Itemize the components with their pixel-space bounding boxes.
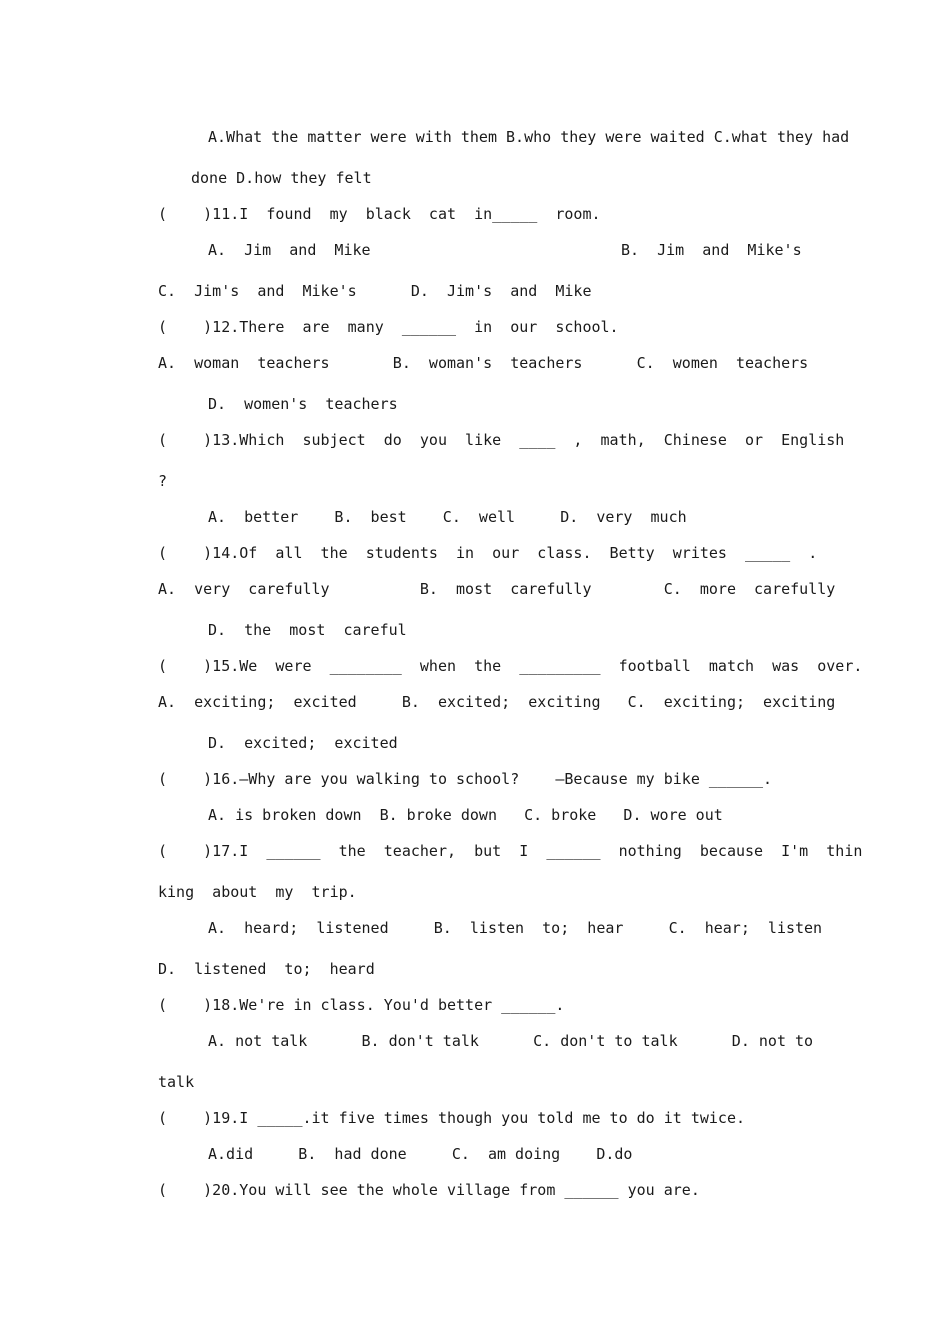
question-14: ( )14.Of all the students in our class. Betty writes _____ . <box>158 544 818 562</box>
q11-option-b: B. Jim and Mike's <box>621 241 802 259</box>
q15-option-d: D. excited; excited <box>208 734 398 752</box>
q12-options-a-c: A. woman teachers B. woman's teachers C. women teachers <box>158 354 809 372</box>
q10-options-line-1: A.What the matter were with them B.who they were waited C.what they had <box>208 128 850 146</box>
q19-options: A.did B. had done C. am doing D.do <box>208 1145 633 1163</box>
q12-option-d: D. women's teachers <box>208 395 398 413</box>
q18-options: A. not talk B. don't talk C. don't to talk D. not to <box>208 1032 814 1050</box>
question-13: ( )13.Which subject do you like ____ , math, Chinese or English <box>158 431 845 449</box>
q10-options-line-2: done D.how they felt <box>191 169 372 187</box>
q15-options-a-c: A. exciting; excited B. excited; exciting C. exciting; exciting <box>158 693 836 711</box>
q14-options-a-c: A. very carefully B. most carefully C. more carefully <box>158 580 836 598</box>
question-12: ( )12.There are many ______ in our school. <box>158 318 619 336</box>
question-18: ( )18.We're in class. You'd better ______. <box>158 996 565 1014</box>
q17-option-d: D. listened to; heard <box>158 960 375 978</box>
q18-options-continued: talk <box>158 1073 195 1091</box>
q17-options-a-c: A. heard; listened B. listen to; hear C. hear; listen <box>208 919 823 937</box>
question-16: ( )16.—Why are you walking to school? —Because my bike ______. <box>158 770 773 788</box>
question-15: ( )15.We were ________ when the _________ football match was over. <box>158 657 863 675</box>
question-20: ( )20.You will see the whole village from ______ you are. <box>158 1181 700 1199</box>
question-19: ( )19.I _____.it five times though you told me to do it twice. <box>158 1109 745 1127</box>
q13-options: A. better B. best C. well D. very much <box>208 508 687 526</box>
q16-options: A. is broken down B. broke down C. broke D. wore out <box>208 806 723 824</box>
question-17: ( )17.I ______ the teacher, but I ______ nothing because I'm thin <box>158 842 863 860</box>
q11-options-c-d: C. Jim's and Mike's D. Jim's and Mike <box>158 282 592 300</box>
question-17-continued: king about my trip. <box>158 883 357 901</box>
question-11: ( )11.I found my black cat in_____ room. <box>158 205 601 223</box>
question-13-continued: ? <box>158 472 168 490</box>
q11-option-a: A. Jim and Mike <box>208 241 371 259</box>
q14-option-d: D. the most careful <box>208 621 407 639</box>
